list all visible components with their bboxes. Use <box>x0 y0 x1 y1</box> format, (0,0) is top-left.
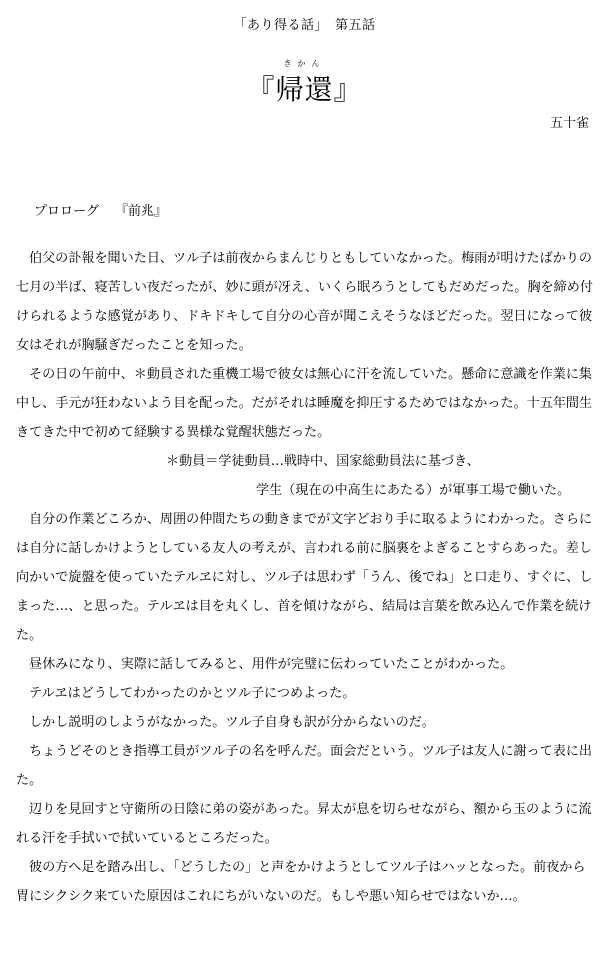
paragraph-3: 自分の作業どころか、周囲の仲間たちの動きまでが文字どおり手に取るようにわかった。さらには自分に話しかけようとしている友人の考えが、言われる前に脳裏をよぎることすらあった。差し向かいで旋盤を使っていたテルヱに対し、ツル子は思わず「うん、後でね」と口走り、すぐに、しまった…、と思った。テルヱは目を丸くし、首を傾けながら、結局は言葉を飲み込んで作業を続けた。 <box>16 512 593 643</box>
story-body <box>16 244 598 911</box>
footnote-line-2: 学生（現在の中高生にあたる）が軍事工場で働いた。 <box>256 483 571 498</box>
author-name: 五十雀 <box>549 116 589 131</box>
footnote-line-1: ＊動員＝学徒動員…戦時中、国家総動員法に基づき、 <box>166 454 480 469</box>
paragraph-9: 彼の方へ足を踏み出し、「どうしたの」と声をかけようとしてツル子はハッとなった。前夜から胃にシクシク来ていた原因はこれにちがいないのだ。もしや悪い知らせではないか…。 <box>16 860 586 904</box>
paragraph-8: 辺りを見回すと守衛所の日陰に弟の姿があった。昇太が息を切らせながら、額から玉のように流れる汗を手拭いで拭いているところだった。 <box>16 802 592 846</box>
story-title: 『帰還』 <box>246 73 363 106</box>
paragraph-4: 昼休みになり、実際に話してみると、用件が完璧に伝わっていたことがわかった。 <box>29 657 514 672</box>
paragraph-5: テルヱはどうしてわかったのかとツル子につめよった。 <box>29 686 356 701</box>
paragraph-7: ちょうどそのとき指導工員がツル子の名を呼んだ。面会だという。ツル子は友人に謝って表に出た。 <box>16 744 593 788</box>
series-title: 「あり得る話」 第五話 <box>233 18 376 33</box>
section-title: 『前兆』 <box>115 204 168 219</box>
section-heading <box>34 200 167 219</box>
paragraph-1: 伯父の訃報を聞いた日、ツル子は前夜からまんじりともしていなかった。梅雨が明けたばかりの七月の半ば、寝苦しい夜だったが、妙に頭が冴え、いくら眠ろうとしてもだめだった。胸を締め付けられるような感覚があり、ドキドキして自分の心音が聞こえそうなほどだった。翌日になって彼女はそれが胸騒ぎだったことを知った。 <box>16 251 593 353</box>
section-label: プロローグ <box>34 204 100 219</box>
title-ruby: きかん <box>283 59 326 68</box>
paragraph-6: しかし説明のしようがなかった。ツル子自身も訳が分からないのだ。 <box>29 715 435 730</box>
paragraph-2: その日の午前中、＊動員された重機工場で彼女は無心に汗を流していた。懸命に意識を作業に集中し、手元が狂わないよう目を配った。だがそれは睡魔を抑圧するためではなかった。十五年間生きてきた中で初めて経験する異様な覚醒状態だった。 <box>16 367 593 440</box>
